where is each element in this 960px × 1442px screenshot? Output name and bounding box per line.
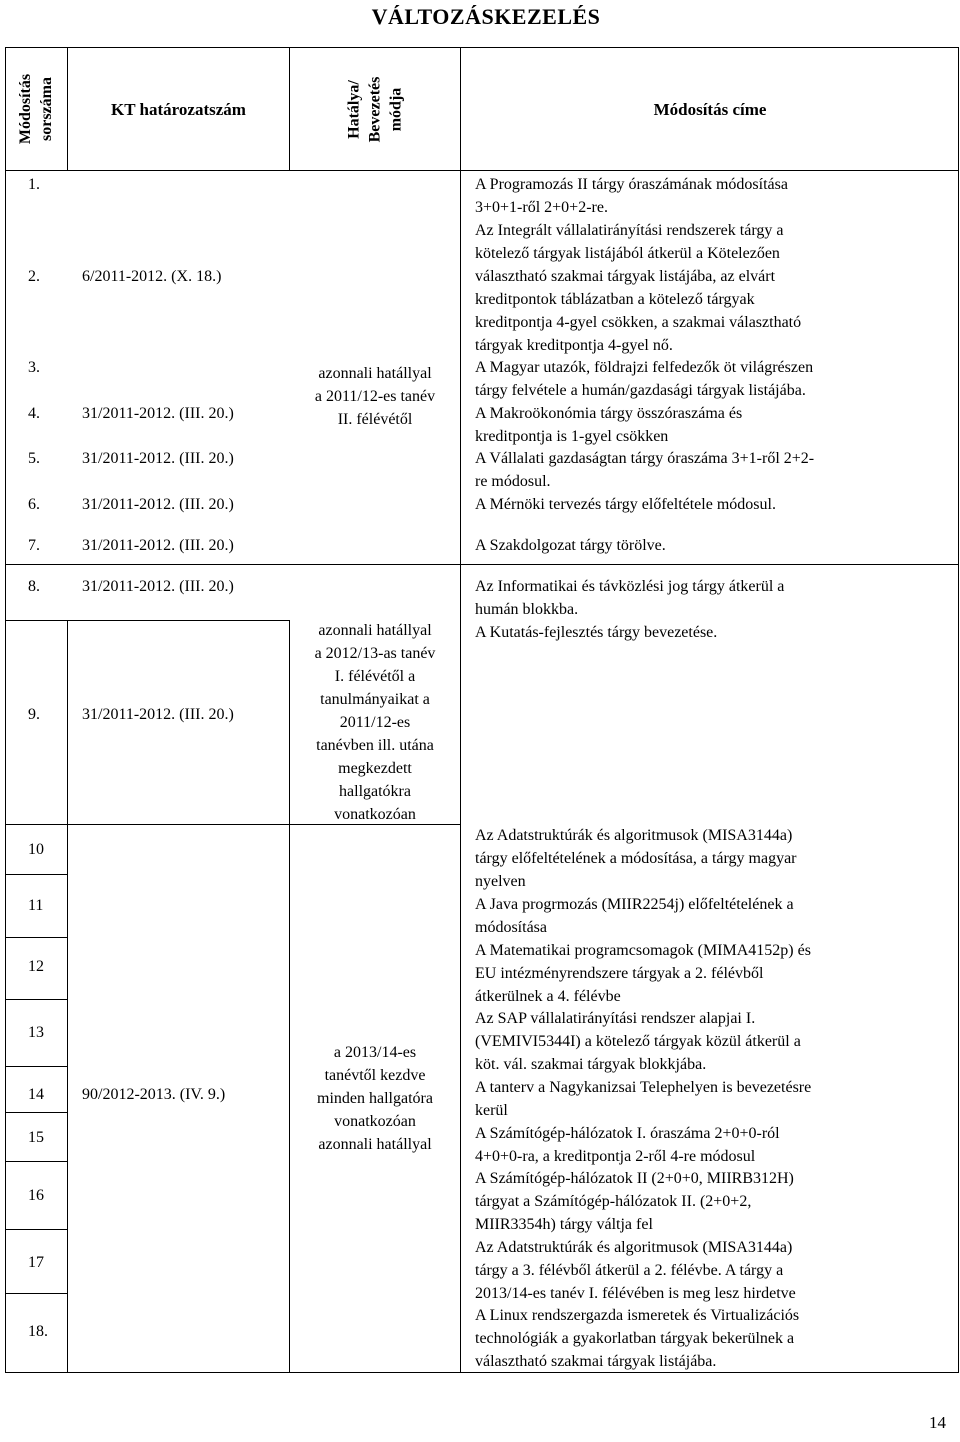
row16-bottom-line xyxy=(5,1229,68,1230)
kt-group3: 90/2012-2013. (IV. 9.) xyxy=(82,1086,226,1103)
row-kt-8: 31/2011-2012. (III. 20.) xyxy=(82,578,234,595)
row-title-14: A tanterv a Nagykanizsai Telephelyen is bevezetésre kerül xyxy=(475,1079,812,1119)
row-num-10: 10 xyxy=(28,841,44,858)
row-title-9: A Kutatás-fejlesztés tárgy bevezetése. xyxy=(475,624,718,641)
hatalya-group1: azonnali hatállyal a 2011/12-es tanév II. félévétől xyxy=(314,365,436,428)
row-num-6: 6. xyxy=(28,496,40,513)
row12-bottom-line xyxy=(5,999,68,1000)
header-bottom-line xyxy=(5,170,959,171)
row-num-5: 5. xyxy=(28,450,40,467)
row-title-4: A Makroökonómia tárgy összóraszáma és kreditpontja is 1-gyel csökken xyxy=(475,405,743,445)
row-title-16: A Számítógép-hálózatok II (2+0+0, MIIRB312H) tárgyat a Számítógép-hálózatok II. (2+0+2, MIIR3354h) tárgy váltja fel xyxy=(475,1170,794,1233)
row-num-4: 4. xyxy=(28,405,40,422)
row-title-18: A Linux rendszergazda ismeretek és Virtualizációs technológiák a gyakorlatban tárgyak bekerülnek a választható szakmai tárgyak listájába. xyxy=(475,1307,800,1370)
row-num-7: 7. xyxy=(28,537,40,554)
header-sorszam: Módosítás sorszáma xyxy=(17,73,55,145)
hatalya-group3: a 2013/14-es tanévtől kezdve minden hallgatóra vonatkozóan azonnali hatállyal xyxy=(317,1044,433,1153)
row-num-1: 1. xyxy=(28,176,40,193)
page-number: 14 xyxy=(929,1413,946,1432)
header-cim: Módosítás címe xyxy=(653,100,767,119)
row-num-11: 11 xyxy=(28,897,44,914)
row-kt-4: 31/2011-2012. (III. 20.) xyxy=(82,405,234,422)
row-kt-5: 31/2011-2012. (III. 20.) xyxy=(82,450,234,467)
row14-bottom-line xyxy=(5,1112,68,1113)
hatalya-group2: azonnali hatállyal a 2012/13-as tanév I. félévétől a tanulmányaikat a 2011/12-es tanévben ill. utána megkezdett hallgatókra vonatkozóan xyxy=(314,622,436,823)
row-title-7: A Szakdolgozat tárgy törölve. xyxy=(475,537,666,554)
col-divider-3 xyxy=(460,47,461,1373)
row-kt-7: 31/2011-2012. (III. 20.) xyxy=(82,537,234,554)
row-title-13: Az SAP vállalatirányítási rendszer alapjai I. (VEMIVI5344I) a kötelező tárgyak közül átkerül a köt. vál. szakmai tárgyak blokkjába. xyxy=(475,1010,801,1073)
row-num-15: 15 xyxy=(28,1129,44,1146)
row-title-12: A Matematikai programcsomagok (MIMA4152p) és EU intézményrendszere tárgyak a 2. félévből átkerülnek a 4. félévbe xyxy=(475,942,811,1005)
row-num-8: 8. xyxy=(28,578,40,595)
row-num-13: 13 xyxy=(28,1024,44,1041)
header-hatalya: Hatálya/ Bevezetés módja xyxy=(345,76,405,143)
row-num-18: 18. xyxy=(28,1323,48,1340)
header-kt: KT határozatszám xyxy=(111,100,246,119)
row13-bottom-line xyxy=(5,1066,68,1067)
row-num-3: 3. xyxy=(28,359,40,376)
row-num-14: 14 xyxy=(28,1086,44,1103)
row-num-17: 17 xyxy=(28,1254,44,1271)
row11-bottom-line xyxy=(5,937,68,938)
row17-bottom-line xyxy=(5,1293,68,1294)
row-num-2: 2. xyxy=(28,268,40,285)
row10-bottom-line xyxy=(5,874,68,875)
row-title-3: A Magyar utazók, földrajzi felfedezők öt világrészen tárgy felvétele a humán/gazdasági tárgyak listájába. xyxy=(475,359,814,399)
row-title-17: Az Adatstruktúrák és algoritmusok (MISA3144a) tárgy a 3. félévből átkerül a 2. félévbe. A tárgy a 2013/14-es tanév I. félévében is meg lesz hirdetve xyxy=(475,1239,796,1302)
row-kt-6: 31/2011-2012. (III. 20.) xyxy=(82,496,234,513)
col-divider-2 xyxy=(289,47,290,170)
row-title-8: Az Informatikai és távközlési jog tárgy átkerül a humán blokkba. xyxy=(475,578,785,618)
row-kt-9: 31/2011-2012. (III. 20.) xyxy=(82,706,234,723)
row-title-5: A Vállalati gazdaságtan tárgy óraszáma 3+1-ről 2+2- re módosul. xyxy=(475,450,815,490)
row-title-10: Az Adatstruktúrák és algoritmusok (MISA3144a) tárgy előfeltételének a módosítása, a tárgy magyar nyelven xyxy=(475,827,797,890)
group1-bottom-line xyxy=(5,564,959,565)
row-title-11: A Java progrmozás (MIIR2254j) előfeltételének a módosítása xyxy=(475,896,794,936)
col-divider-kt xyxy=(67,620,68,1373)
row9-top-line xyxy=(5,620,290,621)
page-title: VÁLTOZÁSKEZELÉS xyxy=(371,4,601,29)
row-title-1: A Programozás II tárgy óraszámának módosítása 3+0+1-ről 2+0+2-re. xyxy=(475,176,788,216)
row-kt-2: 6/2011-2012. (X. 18.) xyxy=(82,268,222,285)
row-num-16: 16 xyxy=(28,1187,44,1204)
row-num-9: 9. xyxy=(28,706,40,723)
row15-bottom-line xyxy=(5,1161,68,1162)
row-title-2: Az Integrált vállalatirányítási rendszerek tárgy a kötelező tárgyak listájából átkerül a Kötelezően választható szakmai tárgyak listájába, az elvárt kreditpontok táblázatban a kötelező tárgyak kreditpontja 4-gyel csökken, a szakmai választható tárgyak kreditpontja 4-gyel nő. xyxy=(475,222,802,354)
row-title-6: A Mérnöki tervezés tárgy előfeltétele módosul. xyxy=(475,496,776,513)
row-num-12: 12 xyxy=(28,958,44,975)
row-title-15: A Számítógép-hálózatok I. óraszáma 2+0+0-ról 4+0+0-ra, a kreditpontja 2-ről 4-re módosul xyxy=(475,1125,780,1165)
